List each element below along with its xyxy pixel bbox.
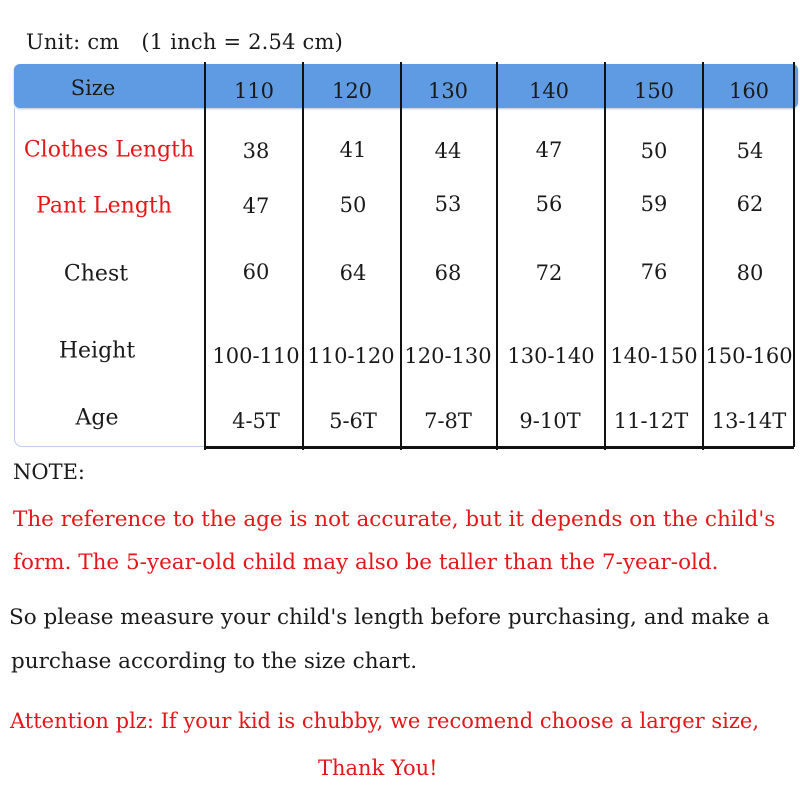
table-cell: 54 bbox=[736, 139, 764, 163]
thank-you-text: Thank You! bbox=[318, 756, 438, 780]
column-divider bbox=[702, 62, 704, 450]
table-cell: 68 bbox=[434, 261, 462, 285]
conversion-text: (1 inch = 2.54 cm) bbox=[141, 30, 344, 54]
header-size-160: 160 bbox=[728, 79, 770, 103]
note-text-line-1: The reference to the age is not accurate, but it depends on the child's bbox=[13, 507, 776, 532]
measure-text-line-2: purchase according to the size chart. bbox=[11, 649, 418, 674]
header-size-130: 130 bbox=[427, 79, 469, 103]
row-label-clothes-length: Clothes Length bbox=[23, 137, 195, 163]
table-cell: 9-10T bbox=[519, 409, 581, 433]
column-divider bbox=[400, 62, 402, 450]
table-cell: 80 bbox=[736, 261, 764, 285]
table-cell: 76 bbox=[640, 260, 668, 284]
table-cell: 130-140 bbox=[507, 344, 595, 368]
header-size-120: 120 bbox=[331, 79, 373, 103]
table-cell: 150-160 bbox=[705, 344, 793, 368]
column-divider bbox=[604, 62, 606, 450]
table-cell: 59 bbox=[640, 192, 668, 216]
table-bottom-rule bbox=[204, 446, 794, 449]
note-heading: NOTE: bbox=[13, 460, 86, 484]
table-cell: 5-6T bbox=[329, 409, 377, 433]
table-cell: 41 bbox=[339, 138, 367, 162]
table-cell: 60 bbox=[242, 260, 270, 284]
header-size-110: 110 bbox=[233, 79, 275, 103]
measure-text-line-1: So please measure your child's length before purchasing, and make a bbox=[9, 605, 770, 630]
table-cell: 64 bbox=[339, 261, 367, 285]
row-label-age: Age bbox=[75, 405, 119, 431]
header-size-150: 150 bbox=[633, 79, 675, 103]
column-divider bbox=[496, 62, 498, 450]
table-cell: 62 bbox=[736, 192, 764, 216]
column-divider bbox=[793, 62, 795, 447]
column-divider bbox=[302, 62, 304, 450]
table-cell: 47 bbox=[535, 138, 563, 162]
table-cell: 120-130 bbox=[404, 344, 492, 368]
table-cell: 50 bbox=[339, 193, 367, 217]
table-cell: 110-120 bbox=[307, 344, 395, 368]
header-size-140: 140 bbox=[528, 79, 570, 103]
table-cell: 7-8T bbox=[424, 409, 472, 433]
table-cell: 4-5T bbox=[232, 409, 280, 433]
unit-text: Unit: cm bbox=[26, 30, 120, 54]
table-cell: 47 bbox=[242, 194, 270, 218]
table-cell: 56 bbox=[535, 192, 563, 216]
table-header-bar bbox=[14, 64, 798, 108]
table-cell: 100-110 bbox=[212, 344, 300, 368]
table-cell: 140-150 bbox=[610, 344, 698, 368]
unit-caption bbox=[26, 30, 343, 54]
table-cell: 44 bbox=[434, 139, 462, 163]
table-cell: 13-14T bbox=[711, 409, 787, 433]
column-divider bbox=[204, 62, 206, 450]
row-label-chest: Chest bbox=[63, 261, 129, 287]
table-cell: 11-12T bbox=[613, 409, 689, 433]
table-cell: 53 bbox=[434, 192, 462, 216]
note-text-line-2: form. The 5-year-old child may also be taller than the 7-year-old. bbox=[13, 550, 719, 575]
row-label-pant-length: Pant Length bbox=[36, 193, 172, 219]
row-label-height: Height bbox=[58, 338, 136, 364]
table-cell: 38 bbox=[242, 139, 270, 163]
table-cell: 72 bbox=[535, 261, 563, 285]
attention-text: Attention plz: If your kid is chubby, we recomend choose a larger size, bbox=[10, 709, 760, 733]
table-cell: 50 bbox=[640, 139, 668, 163]
header-size-label: Size bbox=[70, 76, 116, 100]
